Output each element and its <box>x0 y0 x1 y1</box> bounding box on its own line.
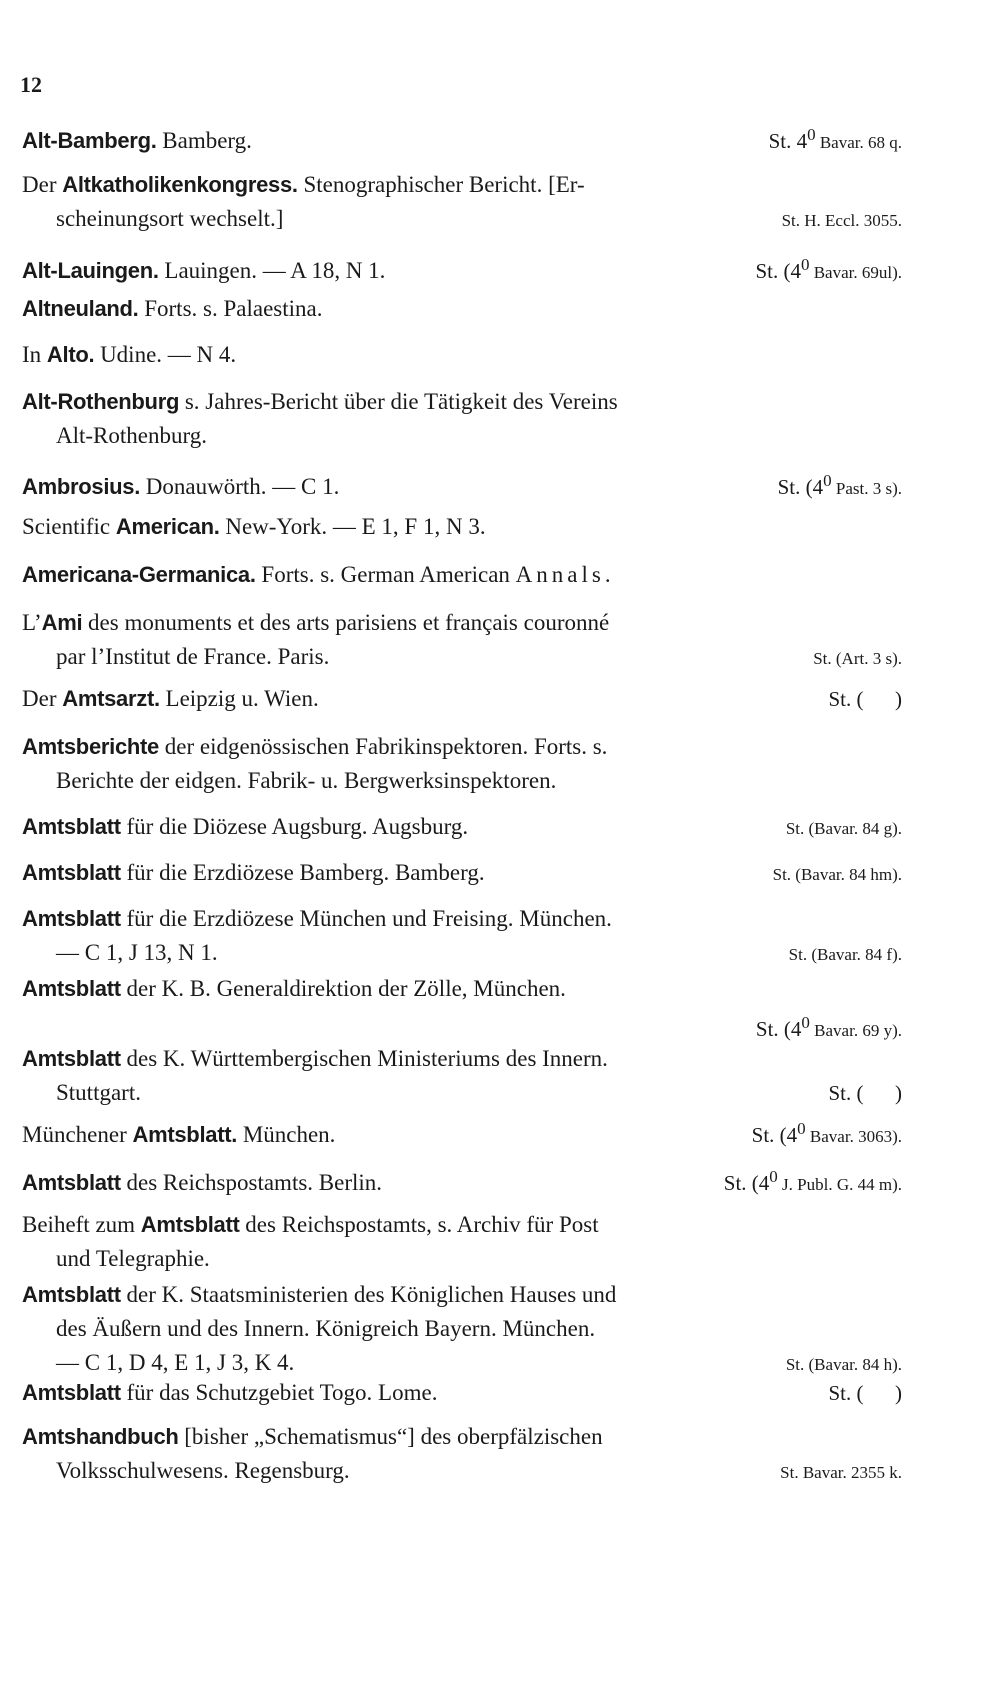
entry-altkatholikenkongress: Der Altkatholikenkongress. Stenographischer Bericht. [Er- scheinungsort wechselt.] St. H. Eccl. 3055. <box>22 172 902 231</box>
entry-amtsblatt-augsburg: Amtsblatt für die Diözese Augsburg. Augsburg. St. (Bavar. 84 g). <box>22 814 902 839</box>
page-number: 12 <box>20 72 42 97</box>
entry-amtshandbuch: Amtshandbuch [bisher „Schematismus“] des oberpfälzischen Volksschulwesens. Regensburg. St. Bavar. 2355 k. <box>22 1424 902 1483</box>
entry-amtsblatt-bamberg: Amtsblatt für die Erzdiözese Bamberg. Bamberg. St. (Bavar. 84 hm). <box>22 860 902 885</box>
entry-altneuland: Altneuland. Forts. s. Palaestina. <box>22 296 323 321</box>
entry-amtsberichte: Amtsberichte der eidgenössischen Fabrikinspektoren. Forts. s. Berichte der eidgen. Fabrik- u. Bergwerksinspektoren. <box>22 734 608 793</box>
entry-amtsblatt-staatsministerien: Amtsblatt der K. Staatsministerien des Königlichen Hauses und des Äußern und des Innern. Königreich Bayern. München. — C 1, D 4, E 1, J 3, K 4. St. (Bavar. 84 h). <box>22 1282 902 1375</box>
entry-muenchener-amtsblatt: Münchener Amtsblatt. München. St. ($4^0$ Bavar. 3063). <box>22 1119 902 1147</box>
entry-amtsblatt-zoelle: Amtsblatt der K. B. Generaldirektion der Zölle, München. St. ($4^0$ Bavar. 69 y). <box>22 976 902 1041</box>
entry-amtsblatt-muenchen-freising: Amtsblatt für die Erzdiözese München und Freising. München. — C 1, J 13, N 1. St. (Bavar. 84 f). <box>22 906 902 965</box>
entry-amtsarzt: Der Amtsarzt. Leipzig u. Wien. St. ( ) <box>22 686 902 711</box>
entry-alt-lauingen: Alt-Lauingen. Lauingen. — A 18, N 1. St. ($4^0$ Bavar. 69ul). <box>22 255 902 283</box>
entry-americana-germanica: Americana-Germanica. Forts. s. German American Annals. <box>22 562 615 587</box>
entry-amtsblatt-reichspostamt: Amtsblatt des Reichspostamts. Berlin. St. ($4^0$ J. Publ. G. 44 m). <box>22 1167 902 1195</box>
entry-amtsblatt-togo: Amtsblatt für das Schutzgebiet Togo. Lome. St. ( ) <box>22 1380 902 1405</box>
entry-alt-rothenburg: Alt-Rothenburg s. Jahres-Bericht über die Tätigkeit des Vereins Alt-Rothenburg. <box>22 389 618 448</box>
entry-ambrosius: Ambrosius. Donauwörth. — C 1. St. ($4^0$ Past. 3 s). <box>22 471 902 499</box>
entry-ami-des-monuments: L’Ami des monuments et des arts parisiens et français couronné par l’Institut de France. Paris. St. (Art. 3 s). <box>22 610 902 669</box>
entry-beiheft-amtsblatt: Beiheft zum Amtsblatt des Reichspostamts, s. Archiv für Post und Telegraphie. <box>22 1212 599 1271</box>
entry-in-alto: In Alto. Udine. — N 4. <box>22 342 237 367</box>
entry-scientific-american: Scientific American. New-York. — E 1, F 1, N 3. <box>22 514 486 539</box>
entry-alt-bamberg: Alt-Bamberg. Bamberg. St. $4^0$ Bavar. 68 q. <box>22 125 902 153</box>
entry-amtsblatt-wuerttemberg: Amtsblatt des K. Württembergischen Ministeriums des Innern. Stuttgart. St. ( ) <box>22 1046 902 1105</box>
